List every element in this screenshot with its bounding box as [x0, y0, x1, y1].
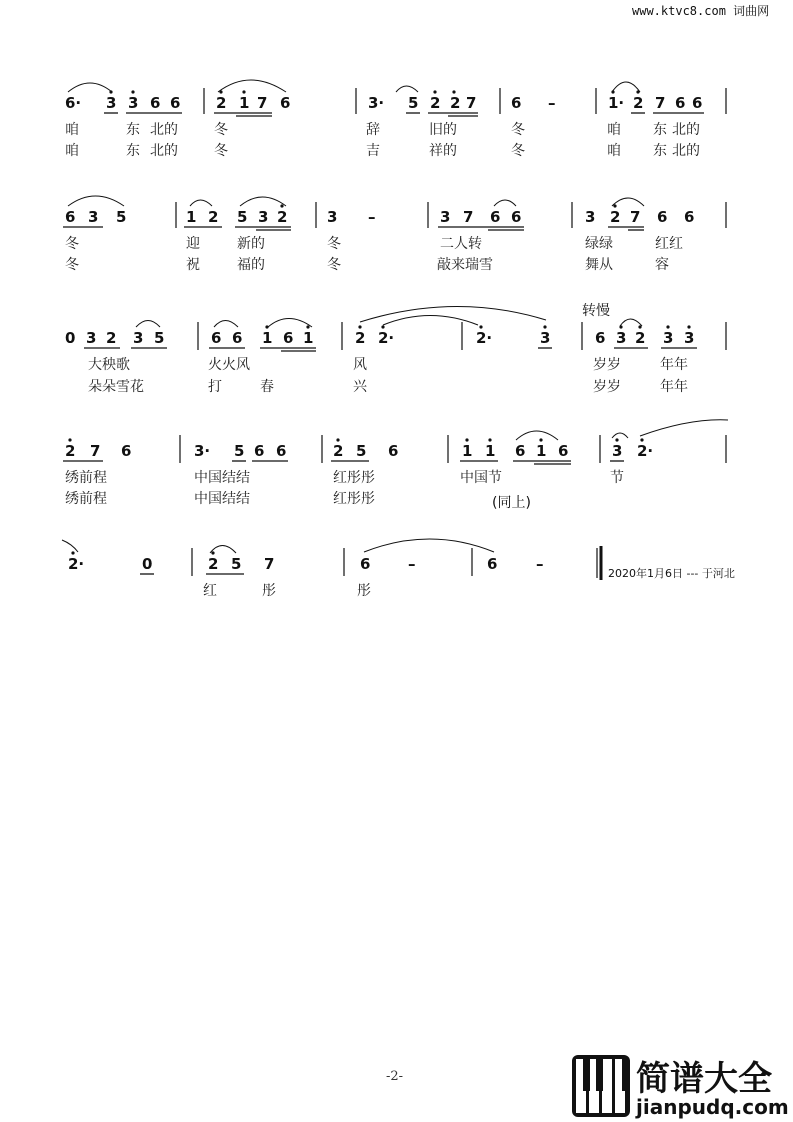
- note: 6: [388, 442, 399, 460]
- note: 1: [536, 442, 547, 460]
- score-line-4: [63, 420, 728, 511]
- lyric: 冬: [214, 143, 228, 159]
- site-header: www.ktvc8.com 词曲网: [632, 4, 770, 18]
- lyric: 红红: [655, 236, 683, 252]
- note: 2: [450, 94, 461, 112]
- note: 2: [633, 94, 644, 112]
- note: 7: [264, 555, 275, 573]
- note: 2: [333, 442, 344, 460]
- lyric: 东: [126, 143, 140, 159]
- note: 5: [116, 208, 127, 226]
- lyric: 冬: [327, 236, 341, 252]
- note: 3: [327, 208, 338, 226]
- lyric: 吉: [366, 143, 380, 159]
- lyric: 风: [353, 357, 367, 373]
- lyric: 祝: [186, 257, 200, 273]
- lyric: 咱: [65, 122, 79, 138]
- note: 2: [65, 442, 76, 460]
- note: 7: [463, 208, 474, 226]
- lyric: 咱: [607, 143, 621, 159]
- lyric: 冬: [327, 257, 341, 273]
- note: 7: [655, 94, 666, 112]
- note: 3: [612, 442, 623, 460]
- lyric: 兴: [353, 379, 367, 395]
- logo-text: 简谱大全: [636, 1059, 772, 1099]
- note: 2·: [378, 329, 395, 347]
- score-line-1: [65, 80, 726, 159]
- note: 2: [216, 94, 227, 112]
- note: 1: [462, 442, 473, 460]
- note: 5: [237, 208, 248, 226]
- lyric: 中国节: [460, 470, 502, 486]
- note: 3: [540, 329, 551, 347]
- note: 3: [128, 94, 139, 112]
- lyric: 旧的: [429, 122, 457, 138]
- note: 6: [170, 94, 181, 112]
- lyric: 北的: [672, 122, 700, 138]
- note: 6: [276, 442, 287, 460]
- note: 5: [356, 442, 367, 460]
- note: 2: [430, 94, 441, 112]
- lyric: 朵朵雪花: [88, 379, 144, 395]
- lyric: 岁岁: [593, 379, 621, 395]
- score-line-5: [62, 539, 735, 599]
- repeat-note: (同上): [492, 495, 531, 511]
- note: 6: [490, 208, 501, 226]
- note: 3: [86, 329, 97, 347]
- note: 1: [485, 442, 496, 460]
- lyric: 中国结结: [194, 470, 250, 486]
- lyric: 冬: [511, 122, 525, 138]
- note: 6: [511, 208, 522, 226]
- lyric: 彤: [357, 583, 371, 599]
- note: 5: [154, 329, 165, 347]
- note: 6: [211, 329, 222, 347]
- note: 6: [65, 208, 76, 226]
- note: 6: [511, 94, 522, 112]
- lyric: 舞从: [585, 257, 613, 273]
- note: 0: [142, 555, 153, 573]
- note: –: [368, 208, 376, 226]
- note: 2: [610, 208, 621, 226]
- lyric: 二人转: [440, 236, 482, 252]
- score-line-3: [65, 302, 726, 395]
- footer-logo: [572, 1055, 789, 1119]
- note: 3: [663, 329, 674, 347]
- score-line-2: [63, 196, 726, 273]
- note: 7: [466, 94, 477, 112]
- date-note: 2020年1月6日 --- 于河北: [608, 567, 735, 580]
- note: 6: [280, 94, 291, 112]
- note: 7: [257, 94, 268, 112]
- note: –: [408, 555, 416, 573]
- note: 6: [360, 555, 371, 573]
- note: 2: [355, 329, 366, 347]
- note: 2: [106, 329, 117, 347]
- note: 6: [558, 442, 569, 460]
- note: 6: [675, 94, 686, 112]
- lyric: 辞: [366, 122, 380, 138]
- note: 3: [258, 208, 269, 226]
- note: 5: [408, 94, 419, 112]
- note: 2·: [68, 555, 85, 573]
- page-number: -2-: [386, 1069, 404, 1084]
- lyric: 东: [653, 122, 667, 138]
- lyric: 大秧歌: [88, 357, 130, 373]
- lyric: 冬: [511, 143, 525, 159]
- lyric: 迎: [186, 236, 200, 252]
- note: 6: [254, 442, 265, 460]
- note: 2: [635, 329, 646, 347]
- lyric: 红彤彤: [333, 470, 375, 486]
- lyric: 北的: [150, 143, 178, 159]
- note: 3: [88, 208, 99, 226]
- note: 1·: [608, 94, 625, 112]
- lyric: 北的: [150, 122, 178, 138]
- note: 6: [692, 94, 703, 112]
- note: 6: [595, 329, 606, 347]
- note: 3: [684, 329, 695, 347]
- note: 5: [231, 555, 242, 573]
- note: 3: [440, 208, 451, 226]
- note: 3: [133, 329, 144, 347]
- note: 6·: [65, 94, 82, 112]
- note: 1: [186, 208, 197, 226]
- lyric: 红彤彤: [333, 491, 375, 507]
- lyric: 祥的: [429, 143, 457, 159]
- note: 0: [65, 329, 76, 347]
- lyric: 红: [203, 583, 217, 599]
- note: 6: [232, 329, 243, 347]
- logo-url: jianpudq.com: [636, 1095, 789, 1119]
- note: 2: [208, 555, 219, 573]
- lyric: 绣前程: [65, 470, 107, 486]
- lyric: 春: [260, 379, 274, 395]
- note: 2: [208, 208, 219, 226]
- note: 1: [239, 94, 250, 112]
- note: 3·: [194, 442, 211, 460]
- lyric: 冬: [65, 257, 79, 273]
- note: 5: [234, 442, 245, 460]
- lyric: 节: [610, 470, 624, 486]
- note: –: [536, 555, 544, 573]
- lyric: 容: [655, 257, 669, 273]
- note: 6: [150, 94, 161, 112]
- lyric: 北的: [672, 143, 700, 159]
- note: 1: [303, 329, 314, 347]
- note: 3: [616, 329, 627, 347]
- lyric: 咱: [65, 143, 79, 159]
- note: 2·: [476, 329, 493, 347]
- lyric: 年年: [660, 379, 688, 395]
- note: 3: [585, 208, 596, 226]
- note: 2: [277, 208, 288, 226]
- lyric: 岁岁: [593, 357, 621, 373]
- lyric: 绣前程: [65, 491, 107, 507]
- note: 3·: [368, 94, 385, 112]
- lyric: 绿绿: [585, 236, 613, 252]
- lyric: 中国结结: [194, 491, 250, 507]
- note: 6: [283, 329, 294, 347]
- note: 7: [630, 208, 641, 226]
- lyric: 打: [208, 379, 222, 395]
- tempo-marking: 转慢: [582, 303, 610, 319]
- lyric: 彤: [262, 583, 276, 599]
- note: 6: [487, 555, 498, 573]
- note: 6: [121, 442, 132, 460]
- lyric: 年年: [660, 357, 688, 373]
- note: 6: [684, 208, 695, 226]
- piano-keys-icon: [572, 1055, 630, 1117]
- note: 6: [657, 208, 668, 226]
- note: 3: [106, 94, 117, 112]
- lyric: 福的: [237, 257, 265, 273]
- note: 7: [90, 442, 101, 460]
- lyric: 冬: [214, 122, 228, 138]
- lyric: 火火风: [208, 357, 250, 373]
- lyric: 新的: [237, 236, 265, 252]
- lyric: 敲来瑞雪: [437, 257, 493, 273]
- lyric: 冬: [65, 236, 79, 252]
- lyric: 东: [126, 122, 140, 138]
- lyric: 东: [653, 143, 667, 159]
- lyric: 咱: [607, 122, 621, 138]
- note: 6: [515, 442, 526, 460]
- note: 1: [262, 329, 273, 347]
- note: –: [548, 94, 556, 112]
- note: 2·: [637, 442, 654, 460]
